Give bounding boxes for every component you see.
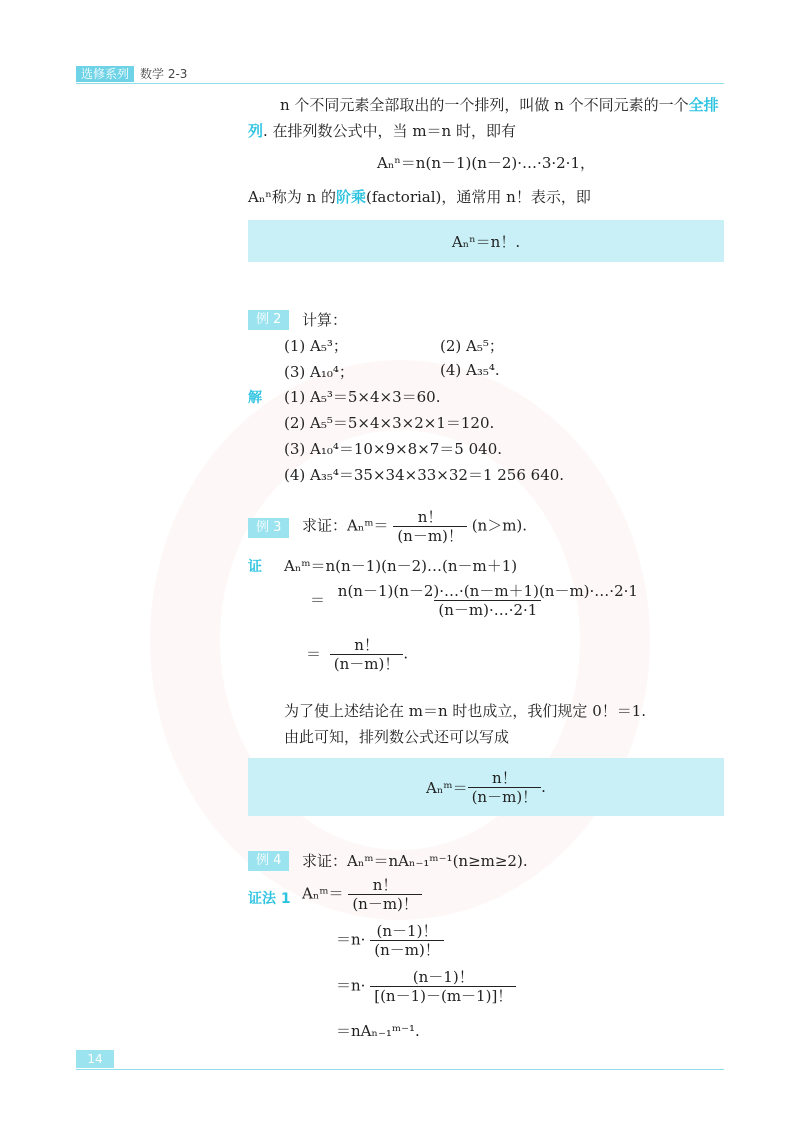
example2-solution-4: (4) A₃₅⁴＝35×34×33×32＝1 256 640. [284, 466, 565, 484]
term-factorial: 阶乘 [336, 188, 367, 206]
intro-paragraph [248, 92, 728, 144]
general-formula-fraction [468, 769, 542, 806]
example3-proof-fraction [334, 582, 642, 619]
example2-item-3: (3) A₁₀⁴； [284, 363, 354, 381]
intro-text-post: . 在排列数公式中，当 m＝n 时，即有 [263, 122, 516, 140]
example3-proof-line2: ＝ $\frac{n(n-1)(n-2)\cdot\dots\cdot(n-m+1)(n-m)\cdot\dots\cdot 2\cdot 1}{(n-m)\cdot\dots\cdot 2\cdot 1}$ [310, 582, 642, 619]
example3-proof-label: 证 [248, 559, 262, 575]
step3-lhs: ＝n· [336, 976, 366, 995]
term-full: 全 [688, 96, 704, 114]
step2-fraction [370, 922, 444, 959]
header-divider [76, 83, 724, 84]
example3-prompt-fraction [393, 508, 467, 545]
example3-note1: 为了使上述结论在 m＝n 时也成立，我们规定 0！＝1. [284, 702, 647, 720]
step1-fraction [348, 876, 422, 913]
fraction-numerator: (n－1)！ [376, 922, 438, 940]
example3-tag: 例 3 [248, 518, 289, 538]
example3-prompt-condition: (n＞m). [471, 516, 528, 535]
fraction-denominator: [(n－1)－(m－1)]！ [370, 986, 516, 1005]
factorial-text-post: (factorial)，通常用 n！表示，即 [366, 188, 591, 206]
page-number: 14 [76, 1050, 114, 1068]
fraction-numerator: n(n－1)(n－2)·…·(n－m＋1)(n－m)·…·2·1 [337, 582, 638, 600]
factorial-text: Aₙⁿ称为 n 的 [248, 188, 337, 206]
example4-step4: ＝nAₙ₋₁ᵐ⁻¹. [336, 1022, 420, 1040]
step3-fraction [370, 968, 516, 1005]
factorial-formula-box [248, 220, 724, 262]
fraction-numerator: n！ [372, 876, 398, 894]
example3-proof-line1: Aₙᵐ＝n(n－1)(n－2)…(n－m＋1) [284, 557, 518, 575]
example2-item-4: (4) A₃₅⁴. [440, 361, 500, 379]
example3-note2: 由此可知，排列数公式还可以写成 [284, 728, 510, 746]
intro-text: n 个不同元素全部取出的一个排列，叫做 n 个不同元素的一个 [280, 96, 689, 114]
example2-prompt: 计算： [302, 311, 348, 329]
subject-label: 数学 2-3 [140, 67, 188, 81]
example2-solution-label: 解 [248, 390, 262, 406]
step1-lhs: Aₙᵐ＝ [302, 884, 344, 903]
page-header [76, 66, 187, 82]
example2-tag: 例 2 [248, 310, 289, 330]
example4-step2 [336, 922, 444, 959]
series-tag: 选修系列 [76, 66, 134, 82]
example2-item-2: (2) A₅⁵； [440, 337, 504, 355]
example3-prompt-lhs: 求证：Aₙᵐ＝ [302, 516, 389, 535]
fraction-numerator: n！ [354, 636, 379, 654]
fraction-denominator: (n－m)！ [370, 940, 444, 959]
fraction-denominator: (n－m)·…·2·1 [434, 600, 541, 619]
fraction-numerator: n！ [417, 508, 443, 526]
general-formula-lhs: Aₙᵐ＝ [426, 778, 468, 797]
factorial-paragraph [248, 184, 728, 210]
example4-tag: 例 4 [248, 851, 289, 871]
fraction-denominator: (n－m)！ [468, 787, 542, 806]
fraction-denominator: (n－m)！ [348, 894, 422, 913]
example2-solution-2: (2) A₅⁵＝5×4×3×2×1＝120. [284, 414, 495, 432]
example3-proof-line3: ＝ $\frac{n!}{(n-m)!}$ . [306, 636, 409, 673]
general-formula-box: Aₙᵐ＝ $\frac{n!}{(n-m)!}$ . [248, 758, 724, 816]
term-permutation: 排列 [248, 96, 719, 140]
example4-proof-label: 证法 1 [248, 891, 291, 907]
fraction-numerator: n！ [492, 768, 517, 787]
footer-divider [76, 1069, 724, 1070]
example4-step1 [302, 876, 422, 913]
example2-solution-3: (3) A₁₀⁴＝10×9×8×7＝5 040. [284, 440, 503, 458]
fraction-denominator: (n－m)！ [330, 654, 404, 673]
example3-proof-result-fraction [330, 636, 404, 673]
formula-full-permutation: Aₙⁿ＝n(n－1)(n－2)·…·3·2·1， [377, 154, 595, 172]
example4-prompt: 求证：Aₙᵐ＝nAₙ₋₁ᵐ⁻¹(n≥m≥2). [302, 852, 528, 870]
example2-item-1: (1) A₅³； [284, 337, 348, 355]
factorial-formula: Aₙⁿ＝n！. [451, 232, 521, 251]
example4-step3 [336, 968, 516, 1005]
fraction-numerator: (n－1)！ [412, 968, 474, 986]
fraction-denominator: (n－m)！ [393, 526, 467, 545]
example3-prompt [302, 508, 527, 545]
step2-lhs: ＝n· [336, 930, 366, 949]
example2-solution-1: (1) A₅³＝5×4×3＝60. [284, 388, 441, 406]
